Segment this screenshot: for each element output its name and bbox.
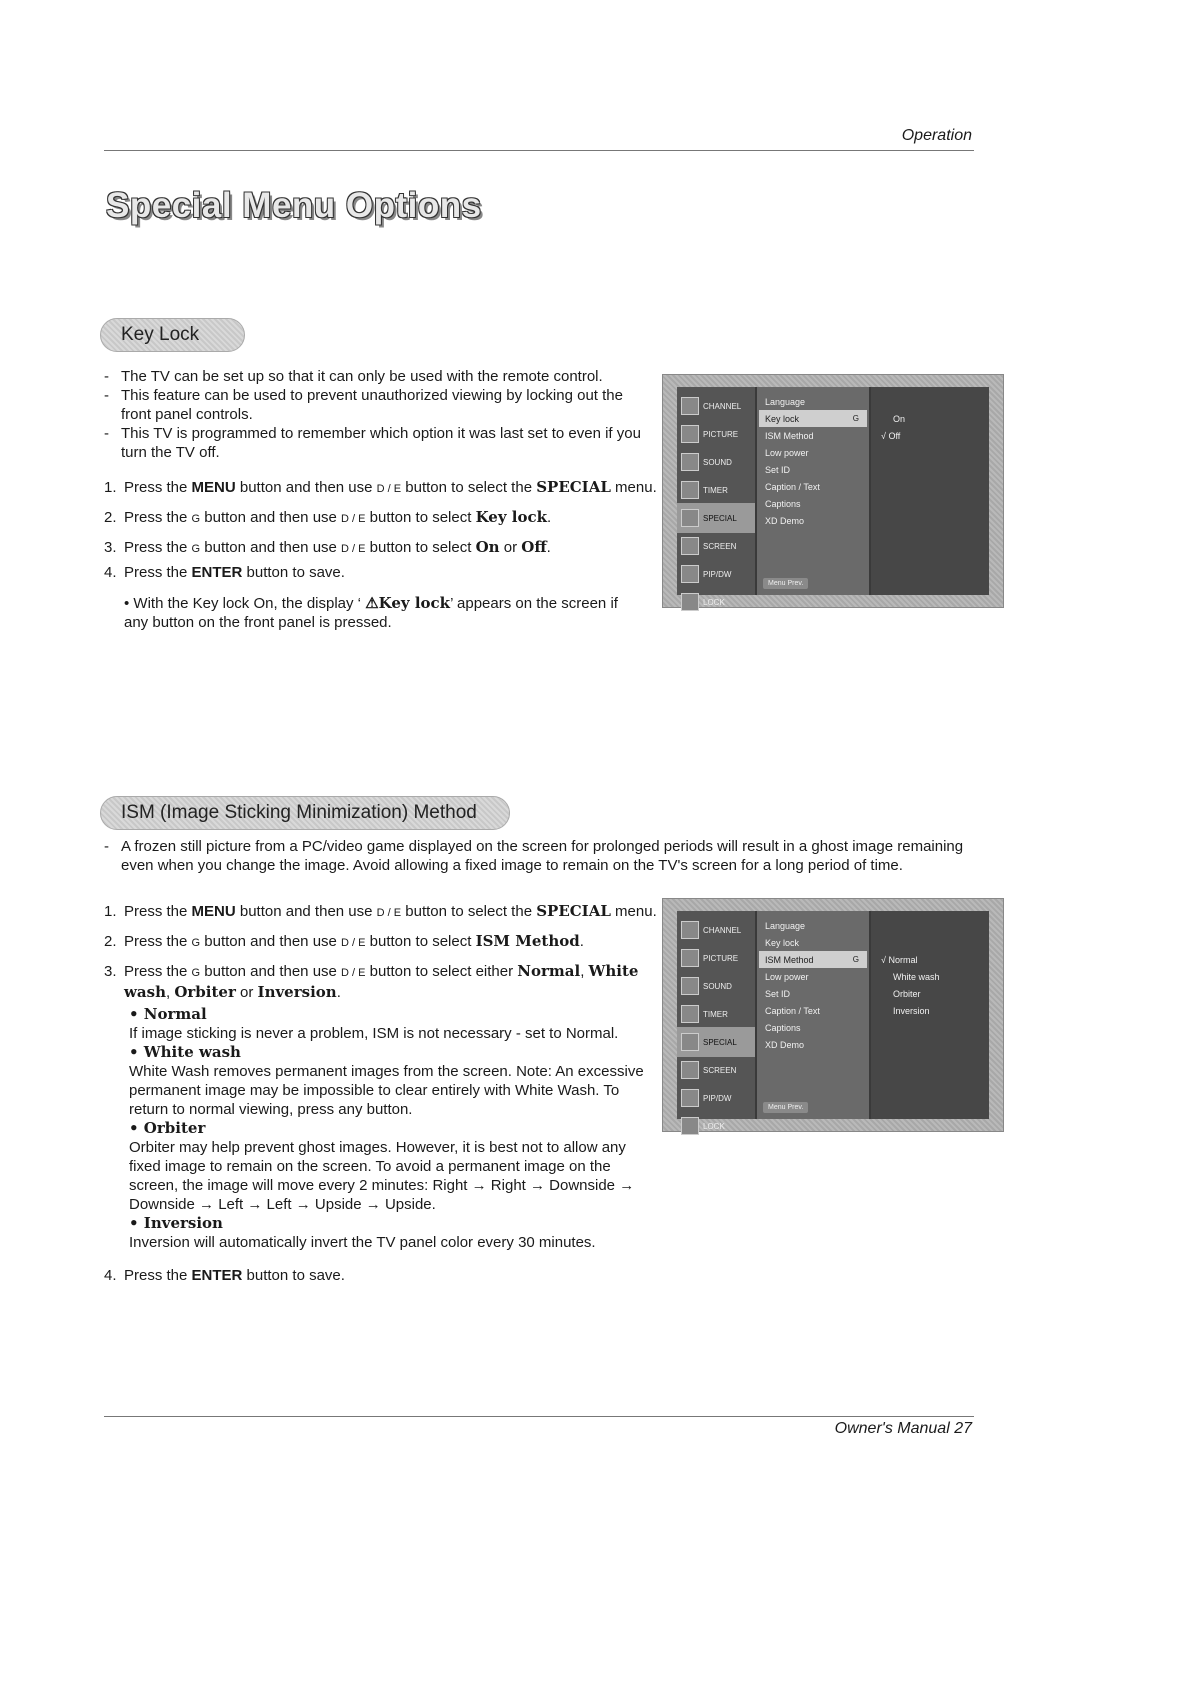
channel-icon: [681, 397, 699, 415]
pip-icon: [681, 565, 699, 583]
menu-item: XD Demo: [765, 515, 805, 526]
arrow-keys: D / E: [376, 483, 402, 495]
t: • With the Key lock On, the display ‘: [124, 595, 366, 612]
t: button to select either: [365, 963, 518, 980]
sidebar-item-channel: [677, 391, 755, 421]
dash-text: This TV is programmed to remember which option it was last set to even if you turn the TV off.: [121, 425, 641, 461]
sidebar-label: TIMER: [703, 1009, 728, 1019]
sound-icon: [681, 977, 699, 995]
key-lock-warning: ⚠Key lock: [365, 594, 451, 612]
submenu: [871, 387, 989, 595]
t: Press the: [124, 479, 192, 496]
t: menu.: [610, 903, 657, 920]
special-icon: [681, 1033, 699, 1051]
right-key: G: [191, 967, 201, 979]
t: button and then use: [200, 933, 342, 950]
screen-icon: [681, 1061, 699, 1079]
right-arrow-icon: G: [852, 955, 859, 964]
menu-key: MENU: [191, 479, 236, 496]
lock-icon: [681, 593, 699, 611]
timer-icon: [681, 1005, 699, 1023]
timer-icon: [681, 481, 699, 499]
t: or: [235, 984, 258, 1001]
sidebar-label: CHANNEL: [703, 401, 742, 411]
menu-items: [757, 911, 869, 1119]
step: [104, 508, 659, 529]
dash-text: This feature can be used to prevent unauthorized viewing by locking out the front panel controls.: [121, 387, 623, 423]
option-heading: • White wash: [129, 1043, 241, 1061]
arrow-keys: D / E: [376, 907, 402, 919]
option-on: On: [893, 413, 906, 424]
step: [104, 1266, 659, 1285]
menu-item: Caption / Text: [765, 1005, 820, 1016]
t: button to save.: [242, 1267, 345, 1284]
t: or: [499, 539, 522, 556]
t: button and then use: [200, 963, 342, 980]
key-lock-menu-screenshot: [662, 374, 1004, 608]
sidebar-item-lock: [677, 587, 755, 617]
option-heading: • Orbiter: [129, 1119, 206, 1137]
special-label: SPECIAL: [536, 902, 611, 920]
menu-prev-hint: Menu Prev.: [763, 1102, 808, 1113]
t: .: [547, 509, 552, 526]
dash-item: - This feature can be used to prevent unauthorized viewing by locking out the front panel controls.: [104, 386, 649, 424]
key-lock-note: [104, 594, 644, 632]
inversion-label: Inversion: [257, 983, 337, 1001]
sidebar-label: LOCK: [703, 597, 725, 607]
menu-item: Language: [765, 920, 806, 931]
dash-item: - The TV can be set up so that it can only be used with the remote control.: [104, 368, 603, 385]
t: .: [546, 539, 551, 556]
key-lock-intro: [104, 367, 649, 462]
sidebar-item-special: [677, 503, 755, 533]
ism-intro: - A frozen still picture from a PC/video game displayed on the screen for prolonged periods will result in a ghost image remaining even when you change the image. Avoid allowing a fixed image to remain on the TV's screen for a long period of time.: [104, 837, 974, 875]
right-arrow-icon: G: [852, 414, 859, 423]
lock-icon: [681, 1117, 699, 1135]
sidebar-item-screen: [677, 1055, 755, 1085]
section-label: Operation: [901, 127, 972, 144]
sidebar-item-timer: [677, 475, 755, 505]
menu-sidebar: [677, 911, 755, 1131]
menu-item: Caption / Text: [765, 481, 820, 492]
t: Press the: [124, 564, 192, 581]
ism-method-label: ISM Method: [475, 932, 580, 950]
normal-label: Normal: [517, 962, 581, 980]
sidebar-item-picture: [677, 419, 755, 449]
step-number: 1.: [104, 479, 117, 496]
option-desc: Inversion will automatically invert the TV panel color every 30 minutes.: [129, 1234, 596, 1251]
orbiter-label: Orbiter: [174, 983, 236, 1001]
dash-text: A frozen still picture from a PC/video game displayed on the screen for prolonged periods will result in a ghost image remaining even when you change the image. Avoid allowing a fixed image to remain on the TV's screen for a long period of time.: [121, 838, 964, 874]
t: Press the: [124, 509, 192, 526]
check-icon: √: [881, 430, 886, 441]
t: button to select: [365, 933, 476, 950]
step-number: 3.: [104, 539, 117, 556]
step: [104, 478, 659, 499]
sidebar-item-special: [677, 1027, 755, 1057]
sidebar-label: LOCK: [703, 1121, 725, 1131]
right-key: G: [191, 937, 201, 949]
menu-item: ISM Method: [765, 430, 814, 441]
enter-key: ENTER: [191, 564, 243, 581]
ism-option-list: [104, 1005, 644, 1252]
step: [104, 563, 659, 582]
option-desc: White Wash removes permanent images from the screen. Note: An excessive permanent image may be impossible to clear entirely with White Wash. To return to normal viewing, press any button.: [129, 1063, 644, 1118]
sidebar-item-screen: [677, 531, 755, 561]
sidebar-label: SPECIAL: [703, 1037, 737, 1047]
sound-icon: [681, 453, 699, 471]
ism-heading: ISM (Image Sticking Minimization) Method: [100, 796, 510, 830]
option-heading: • Inversion: [129, 1214, 223, 1232]
off-label: Off: [521, 538, 547, 556]
arrow-keys: D / E: [341, 937, 366, 949]
option-off: [881, 427, 900, 444]
right-key: G: [191, 513, 201, 525]
step-number: 3.: [104, 963, 117, 980]
t: button to select: [365, 509, 476, 526]
ism-menu-screenshot: [662, 898, 1004, 1132]
enter-key: ENTER: [191, 1267, 243, 1284]
key-lock-heading: Key Lock: [100, 318, 245, 352]
step-number: 4.: [104, 1267, 117, 1284]
menu-prev-hint: Menu Prev.: [763, 578, 808, 589]
dash-text: The TV can be set up so that it can only be used with the remote control.: [121, 368, 603, 385]
t: ,: [165, 984, 175, 1001]
on-label: On: [475, 538, 500, 556]
sidebar-item-timer: [677, 999, 755, 1029]
t: Press the: [124, 539, 192, 556]
option-white-wash: White wash: [893, 971, 940, 982]
arrow-keys: D / E: [341, 543, 366, 555]
pip-icon: [681, 1089, 699, 1107]
t: menu.: [610, 479, 657, 496]
option-desc: If image sticking is never a problem, ISM is not necessary - set to Normal.: [129, 1025, 619, 1042]
step-number: 1.: [104, 903, 117, 920]
channel-icon: [681, 921, 699, 939]
arrow-keys: D / E: [341, 967, 366, 979]
sidebar-label: PICTURE: [703, 953, 739, 963]
menu-sidebar: [677, 387, 755, 607]
option-normal: [881, 951, 917, 968]
arrow-keys: D / E: [341, 513, 366, 525]
check-icon: √: [881, 954, 886, 965]
menu-item: Captions: [765, 498, 801, 509]
t: button to save.: [242, 564, 345, 581]
t: ’ appears on the screen if any button on the front panel is pressed.: [124, 595, 618, 631]
menu-item: Key lock: [765, 937, 800, 948]
sidebar-label: TIMER: [703, 485, 728, 495]
dash-item: - This TV is programmed to remember which option it was last set to even if you turn the TV off.: [104, 424, 649, 462]
menu-item: Low power: [765, 971, 809, 982]
step-number: 4.: [104, 564, 117, 581]
t: Press the: [124, 933, 192, 950]
t: .: [336, 984, 341, 1001]
t: ,: [580, 963, 589, 980]
t: button and then use: [200, 509, 342, 526]
sidebar-item-sound: [677, 971, 755, 1001]
sidebar-item-lock: [677, 1111, 755, 1141]
special-label: SPECIAL: [536, 478, 611, 496]
sidebar-label: SOUND: [703, 457, 732, 467]
option-label: Normal: [888, 954, 918, 965]
picture-icon: [681, 949, 699, 967]
key-lock-label: Key lock: [475, 508, 547, 526]
ism-steps: [104, 902, 659, 1285]
page-title: Special Menu Options: [106, 186, 482, 225]
sidebar-item-sound: [677, 447, 755, 477]
menu-item-label: ISM Method: [765, 954, 814, 965]
menu-item-label: Key lock: [765, 413, 800, 424]
sidebar-item-pipdw: [677, 1083, 755, 1113]
submenu: [871, 911, 989, 1119]
option-desc: Orbiter may help prevent ghost images. However, it is best not to allow any fixed image to remain on the screen. To avoid a permanent image on the screen, the image will move every 2 minutes: Right → Right → Downside → Downside → Left → Left → Upside → Upside.: [129, 1139, 635, 1213]
sidebar-label: SCREEN: [703, 541, 737, 551]
white-wash-label: White wash: [124, 962, 639, 1001]
sidebar-item-picture: [677, 943, 755, 973]
option-label: Off: [888, 430, 901, 441]
menu-item-selected: [759, 951, 867, 968]
special-icon: [681, 509, 699, 527]
menu-key: MENU: [191, 903, 236, 920]
step: [104, 902, 659, 923]
sidebar-item-pipdw: [677, 559, 755, 589]
key-lock-steps: [104, 478, 659, 632]
t: .: [579, 933, 584, 950]
t: button to select: [365, 539, 476, 556]
footer-rule: [104, 1416, 974, 1417]
sidebar-label: SOUND: [703, 981, 732, 991]
step-number: 2.: [104, 509, 117, 526]
header-rule: [104, 150, 974, 151]
t: button and then use: [235, 479, 377, 496]
menu-items: [757, 387, 869, 595]
menu-item: Set ID: [765, 464, 791, 475]
t: button to select the: [401, 903, 537, 920]
menu-item: Language: [765, 396, 806, 407]
t: button and then use: [235, 903, 377, 920]
menu-item-selected: [759, 410, 867, 427]
step: [104, 962, 659, 1002]
picture-icon: [681, 425, 699, 443]
sidebar-label: PIP/DW: [703, 569, 732, 579]
option-heading: • Normal: [129, 1005, 207, 1023]
footer-page-label: Owner's Manual 27: [834, 1420, 972, 1437]
t: Press the: [124, 963, 192, 980]
menu-item: Set ID: [765, 988, 791, 999]
sidebar-label: CHANNEL: [703, 925, 742, 935]
t: button and then use: [200, 539, 342, 556]
sidebar-label: PICTURE: [703, 429, 739, 439]
option-orbiter: Orbiter: [893, 988, 921, 999]
sidebar-label: SPECIAL: [703, 513, 737, 523]
menu-item: Captions: [765, 1022, 801, 1033]
t: Press the: [124, 903, 192, 920]
step-number: 2.: [104, 933, 117, 950]
option-inversion: Inversion: [893, 1005, 930, 1016]
step: [104, 538, 659, 559]
right-key: G: [191, 543, 201, 555]
screen-icon: [681, 537, 699, 555]
menu-item: Low power: [765, 447, 809, 458]
step: [104, 932, 659, 953]
t: Press the: [124, 1267, 192, 1284]
sidebar-label: SCREEN: [703, 1065, 737, 1075]
sidebar-label: PIP/DW: [703, 1093, 732, 1103]
menu-item: XD Demo: [765, 1039, 805, 1050]
sidebar-item-channel: [677, 915, 755, 945]
t: button to select the: [401, 479, 537, 496]
